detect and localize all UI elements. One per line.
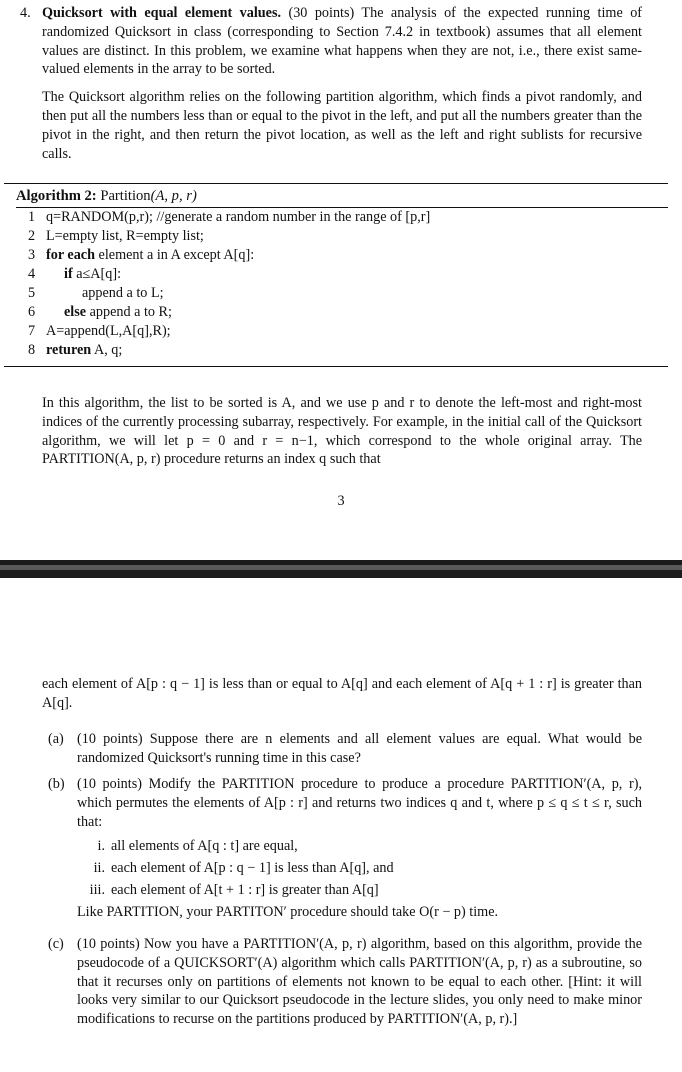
algorithm-line — [4, 265, 668, 284]
page-separator-stripe — [0, 565, 682, 570]
condition-text: all elements of A[q : t] are equal, — [111, 838, 298, 855]
line-number: 8 — [28, 341, 36, 358]
problem-title: Quicksort with equal element values. — [42, 5, 282, 21]
algorithm-line — [4, 322, 668, 341]
part-b — [42, 775, 642, 922]
condition-text: each element of A[t + 1 : r] is greater than A[q] — [111, 882, 379, 899]
algorithm-name: Partition — [100, 188, 151, 204]
part-c — [42, 935, 642, 1029]
problem-number: 4. — [20, 5, 31, 21]
algorithm-args: (A, p, r) — [150, 188, 197, 204]
part-b-label: (b) — [48, 776, 65, 792]
algorithm-line — [4, 246, 668, 265]
line-text: append a to R; — [89, 303, 172, 320]
condition-list — [77, 835, 642, 901]
part-a-label: (a) — [48, 731, 64, 747]
line-keyword: if — [64, 265, 73, 282]
algorithm-header — [4, 184, 668, 207]
line-keyword: returen — [46, 341, 92, 358]
page-separator — [0, 560, 682, 578]
line-text: element a in A except A[q]: — [98, 246, 255, 263]
algorithm-bottom-rule — [4, 366, 668, 367]
line-number: 6 — [28, 303, 36, 320]
algorithm-line — [4, 208, 668, 227]
condition-number: iii. — [89, 882, 105, 899]
algorithm-line — [4, 284, 668, 303]
line-text: a≤A[q]: — [76, 265, 122, 282]
continuation-paragraph: each element of A[p : q − 1] is less than or equal to A[q] and each element of A[q + 1 : r] is greater than A[q]. — [42, 676, 642, 711]
line-text: append a to L; — [82, 284, 164, 301]
condition-number: i. — [97, 838, 105, 855]
line-number: 4 — [28, 265, 36, 282]
line-text: q=RANDOM(p,r); //generate a random number in the range of [p,r] — [46, 208, 431, 225]
problem-4 — [20, 4, 642, 163]
page-number: 3 — [337, 493, 345, 509]
part-c-label: (c) — [48, 936, 64, 952]
algorithm-box — [4, 183, 668, 367]
part-a-text: (10 points) Suppose there are n elements and all element values are equal. What would be randomized Quicksort's running time in this case? — [77, 731, 642, 766]
problem-intro — [42, 4, 642, 79]
line-number: 1 — [28, 208, 36, 225]
part-a — [42, 730, 642, 768]
algorithm-line — [4, 303, 668, 322]
line-number: 2 — [28, 227, 36, 244]
part-b-text: (10 points) Modify the PARTITION procedure to produce a procedure PARTITION′(A, p, r), which permutes the elements of A[p : r] and returns two indices q and t, where p ≤ q ≤ t ≤ r, such that: — [77, 776, 642, 830]
line-text: A=append(L,A[q],R); — [46, 322, 171, 339]
line-keyword: else — [64, 303, 87, 320]
condition-item — [77, 835, 642, 857]
condition-item — [77, 857, 642, 879]
condition-item — [77, 879, 642, 901]
line-number: 7 — [28, 322, 36, 339]
condition-number: ii. — [93, 860, 105, 877]
problem-intro-text: (30 points) The analysis of the expected running time of randomized Quicksort in class (corresponding to Section 7.4.2 in textbook) assumes that all element values are distinct. In this problem, we examine what happens when they are not, i.e., there exist same-valued elements in the array to be sorted. — [42, 5, 643, 78]
line-number: 3 — [28, 246, 36, 263]
algorithm-line — [4, 227, 668, 246]
line-keyword: for each — [46, 246, 95, 263]
algorithm-line — [4, 341, 668, 360]
algorithm-label: Algorithm 2: — [16, 188, 97, 204]
condition-text: each element of A[p : q − 1] is less than A[q], and — [111, 860, 394, 877]
line-number: 5 — [28, 284, 36, 301]
part-b-footer: Like PARTITION, your PARTITON′ procedure should take O(r − p) time. — [77, 904, 499, 921]
line-text: L=empty list, R=empty list; — [46, 227, 204, 244]
paragraph-3: In this algorithm, the list to be sorted is A, and we use p and r to denote the left-most and right-most indices of the currently processing subarray, respectively. For example, in the initial call of the Quicksort algorithm, we will let p = 0 and r = n−1, which correspond to the whole original array. The PARTITION(A, p, r) procedure returns an index q such that — [42, 395, 642, 468]
line-text: A, q; — [93, 341, 123, 358]
part-c-text: (10 points) Now you have a PARTITION′(A, p, r) algorithm, based on this algorithm, provide the pseudocode of a QUICKSORT′(A) algorithm which calls PARTITION′(A, p, r) as a subroutine, so that it recurses only on partitions of elements not known to be equal to each other. [Hint: it will looks very similar to our Quicksort pseudocode in the lecture slides, you only need to make minor modifications to recurse on the partitions produced by PARTITION′(A, p, r).] — [77, 936, 642, 1028]
problem-paragraph-2: The Quicksort algorithm relies on the following partition algorithm, which finds a pivot randomly, and then put all the numbers less than or equal to the pivot in the left, and put all the numbers greater than the pivot in the right, and then return the pivot location, as well as the left and right sublists for recursive calls. — [42, 89, 642, 162]
